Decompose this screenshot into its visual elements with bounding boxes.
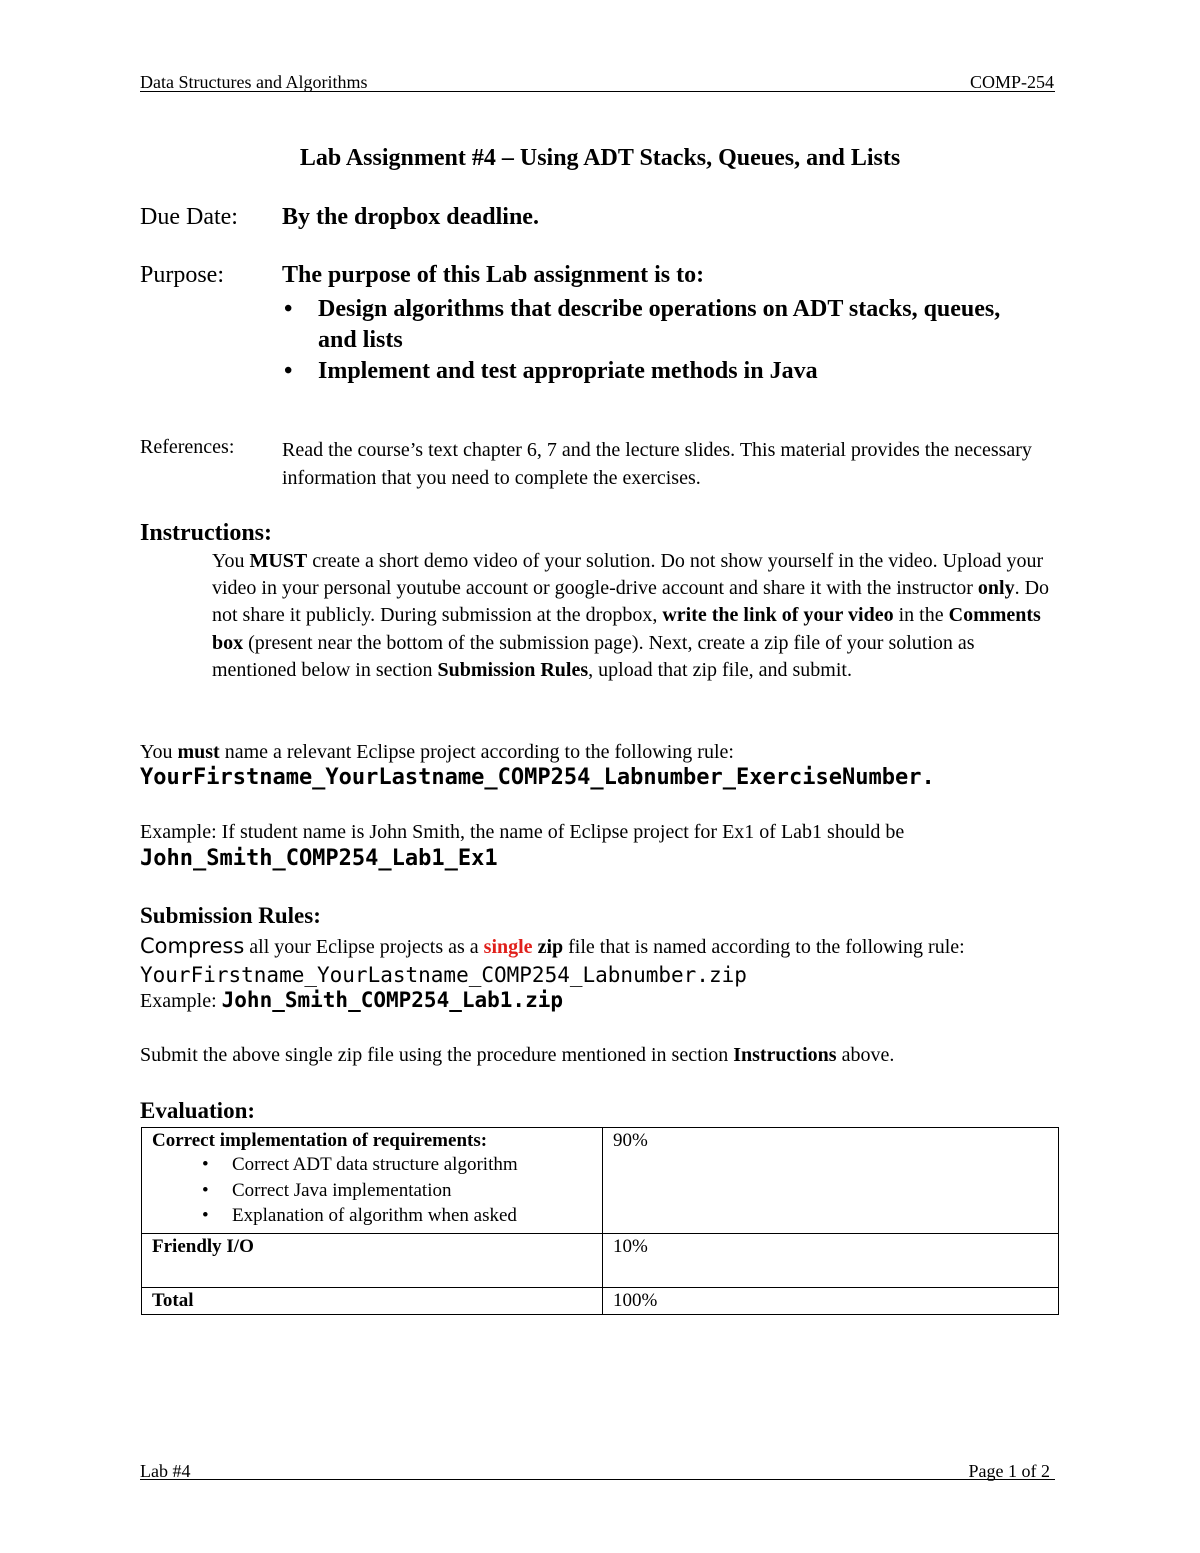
bullet-icon: •: [202, 1179, 209, 1201]
submission-example: Example: John_Smith_COMP254_Lab1.zip: [140, 988, 564, 1012]
table-row: [142, 1234, 1059, 1288]
table-cell: [142, 1234, 603, 1288]
criterion-label: Correct implementation of requirements:: [152, 1130, 488, 1151]
list-item: • Explanation of algorithm when asked: [162, 1203, 592, 1229]
due-date-label: Due Date:: [140, 204, 238, 230]
table-cell: [142, 1288, 603, 1315]
purpose-item: • Implement and test appropriate methods in Java: [282, 356, 1042, 387]
footer-page-number: Page 1 of 2: [968, 1461, 1050, 1481]
evaluation-table: [141, 1127, 1059, 1315]
table-cell: [603, 1128, 1059, 1234]
instructions-paragraph: You MUST create a short demo video of your solution. Do not show yourself in the video. Upload your video in your personal youtube account or google-drive account and share it with the instructor only. Do not share it publicly. During submission at the dropbox, write the link of your video in the Comments box (present near the bottom of the submission page). Next, create a zip file of your solution as mentioned below in section Submission Rules, upload that zip file, and submit.: [212, 550, 1050, 681]
naming-rule-paragraph: You must name a relevant Eclipse project according to the following rule:: [140, 741, 734, 763]
bullet-icon: •: [284, 358, 293, 384]
purpose-intro: The purpose of this Lab assignment is to:: [282, 262, 705, 288]
references-label: References:: [140, 436, 235, 458]
instructions-heading: Instructions:: [140, 520, 273, 546]
bullet-icon: •: [284, 296, 293, 322]
example-paragraph: Example: If student name is John Smith, the name of Eclipse project for Ex1 of Lab1 should be: [140, 821, 905, 843]
criterion-weight: 10%: [613, 1236, 648, 1257]
submit-paragraph: Submit the above single zip file using the procedure mentioned in section Instructions above.: [140, 1044, 895, 1066]
table-row: [142, 1128, 1059, 1234]
evaluation-heading: Evaluation:: [140, 1098, 256, 1123]
example-project-name: John_Smith_COMP254_Lab1_Ex1: [140, 846, 498, 871]
naming-rule: YourFirstname_YourLastname_COMP254_Labnumber_ExerciseNumber.: [140, 765, 935, 790]
table-cell: [603, 1288, 1059, 1315]
document-title: Lab Assignment #4 – Using ADT Stacks, Queues, and Lists: [299, 145, 901, 171]
footer-lab-number: Lab #4: [140, 1461, 191, 1481]
list-item: • Correct ADT data structure algorithm: [162, 1152, 592, 1178]
submission-paragraph: Compress all your Eclipse projects as a single zip file that is named according to the following rule: YourFirstname_YourLastname_COMP254_Labnumber.zip: [140, 934, 965, 987]
table-cell: [142, 1128, 603, 1234]
total-weight: 100%: [613, 1290, 658, 1311]
submission-heading: Submission Rules:: [140, 903, 321, 928]
bullet-icon: •: [202, 1154, 209, 1175]
purpose-label: Purpose:: [140, 262, 224, 288]
criterion-label: Friendly I/O: [152, 1236, 254, 1257]
purpose-item: • Design algorithms that describe operations on ADT stacks, queues, and lists: [284, 296, 1001, 353]
due-date-value: By the dropbox deadline.: [282, 204, 539, 230]
total-label: Total: [152, 1290, 194, 1311]
header-course-title: Data Structures and Algorithms: [140, 72, 368, 92]
list-item: • Correct Java implementation: [162, 1178, 592, 1204]
footer-rule: [140, 1479, 1055, 1480]
table-row: [142, 1288, 1059, 1315]
bullet-icon: •: [202, 1205, 209, 1226]
criterion-list: [152, 1152, 592, 1229]
table-cell: [603, 1234, 1059, 1288]
references-text: Read the course’s text chapter 6, 7 and the lecture slides. This material provides the necessary information that you need to complete the exercises.: [282, 439, 1032, 489]
purpose-list: [282, 294, 1042, 387]
header-course-code: COMP-254: [969, 72, 1054, 92]
criterion-weight: 90%: [613, 1130, 648, 1151]
header-rule: [140, 91, 1055, 92]
